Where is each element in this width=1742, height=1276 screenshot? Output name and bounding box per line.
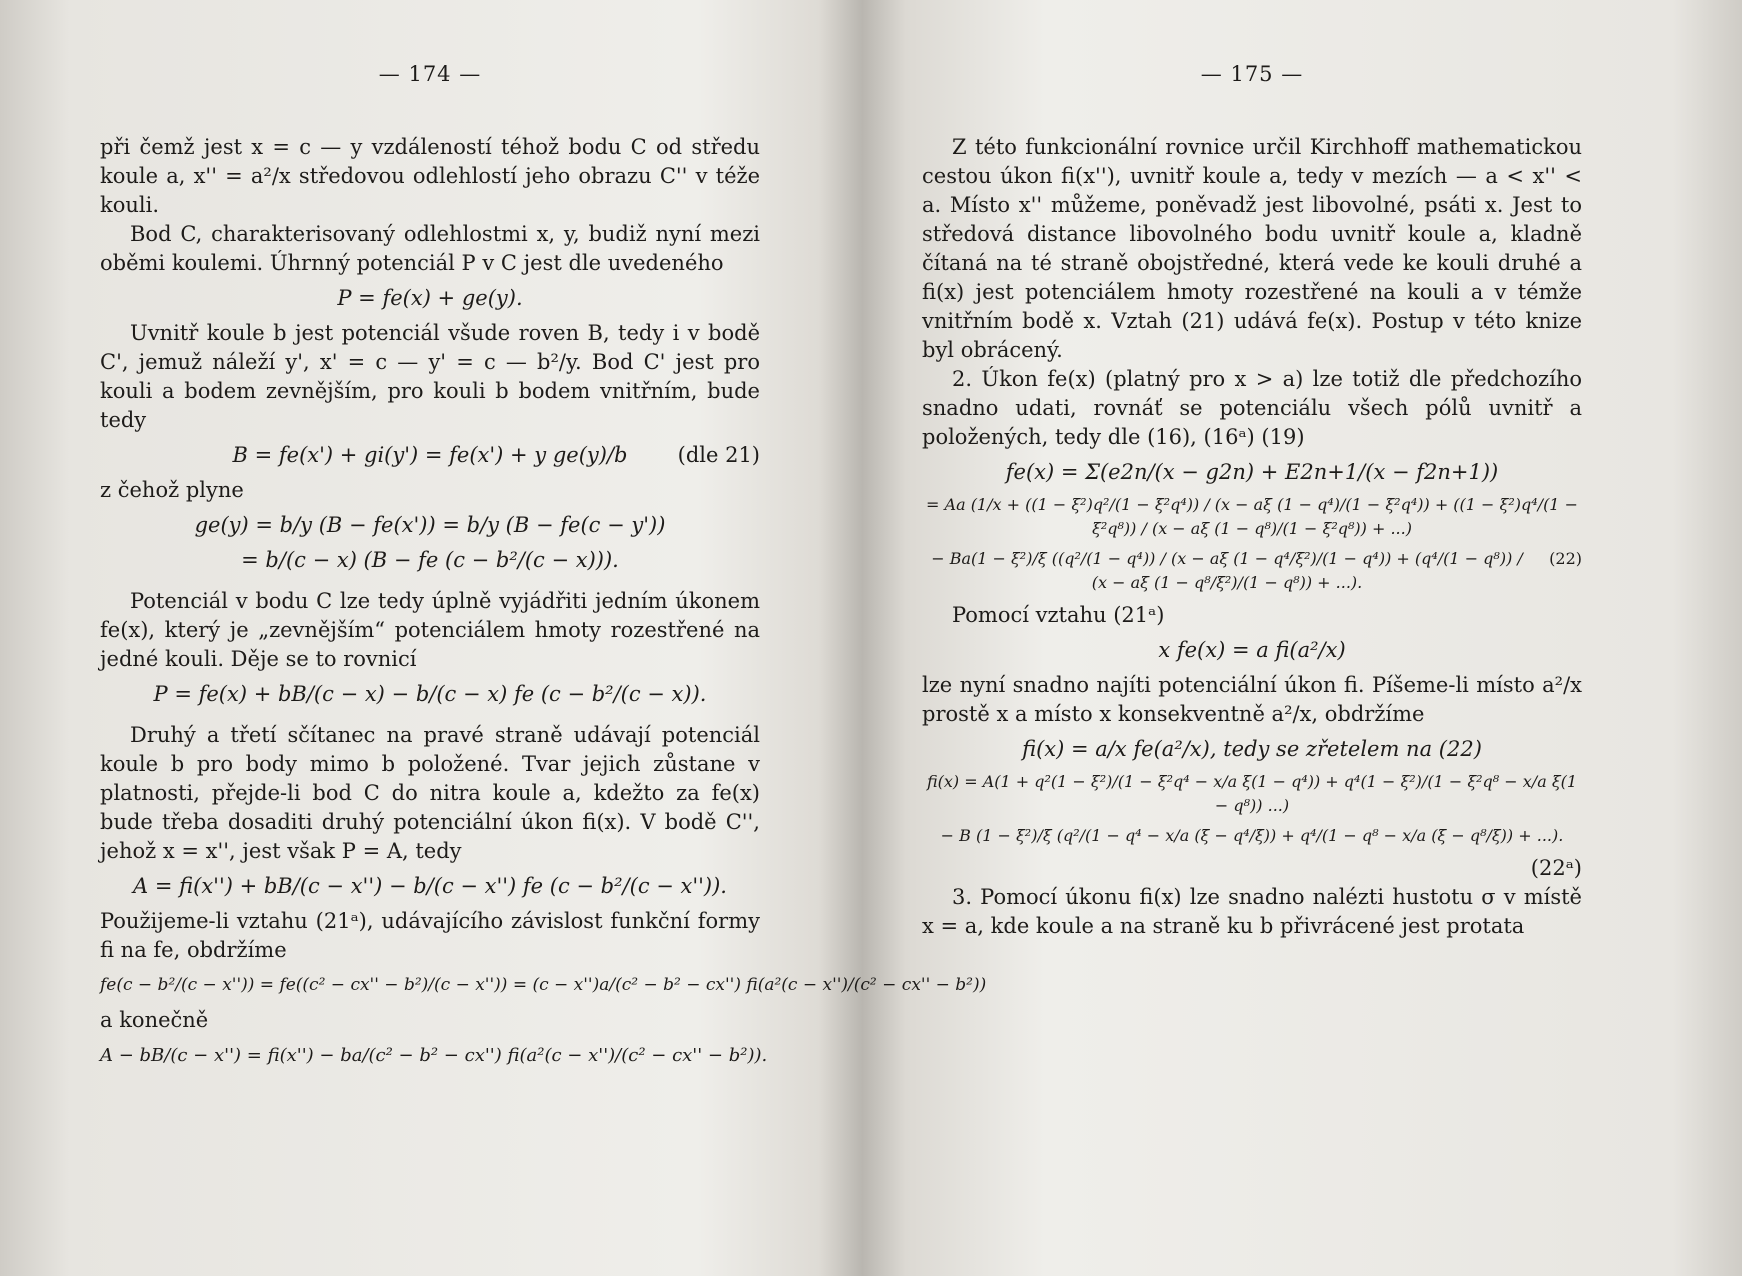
equation [100, 441, 760, 470]
equation: fe(x) = Σ(e2n/(x − g2n) + E2n+1/(x − f2n+1)) [1005, 460, 1499, 484]
paragraph: a konečně [100, 1008, 209, 1032]
paragraph: Pomocí vztahu (21ᵃ) [952, 603, 1165, 627]
equation: fi(x) = A(1 + q²(1 − ξ²)/(1 − ξ²q⁴ − x/a ξ(1 − q⁴)) + q⁴(1 − ξ²)/(1 − ξ²q⁸ − x/a ξ(1 − q⁸)) ...) [926, 772, 1578, 815]
paragraph: Z této funkcionální rovnice určil Kirchhoff mathematickou cestou úkon fi(x''), uvnitř koule a, tedy v mezích — a < x'' < a. Místo x'' můžeme, poněvadž jest libovolné, psáti x. Jest to středová distance libovolného bodu uvnitř koule a, kladně čítaná na té straně obojstředné, která vede ke kouli druhé a fi(x) jest potenciálem hmoty rozestřené na kouli a v témže vnitřním bodě x. Vztah (21) udává fe(x). Postup v této knize byl obrácený. [922, 135, 1582, 362]
equation-number: (22) [1549, 549, 1582, 568]
paragraph: z čehož plyne [100, 478, 244, 502]
equation: P = fe(x) + bB/(c − x) − b/(c − x) fe (c − b²/(c − x)). [153, 682, 707, 706]
equation: A = fi(x'') + bB/(c − x'') − b/(c − x'') fe (c − b²/(c − x'')). [133, 874, 727, 898]
paragraph: 3. Pomocí úkonu fi(x) lze snadno nalézti hustotu σ v místě x = a, kde koule a na straně ku b přivrácené jest protata [922, 885, 1582, 938]
equation: = b/(c − x) (B − fe (c − b²/(c − x))). [241, 548, 619, 572]
paragraph: lze nyní snadno najíti potenciální úkon fi. Píšeme-li místo a²/x prostě x a místo x konsekventně a²/x, obdržíme [922, 673, 1582, 726]
page-number: — 174 — [378, 62, 482, 86]
equation: fi(x) = a/x fe(a²/x), tedy se zřetelem na (22) [1022, 737, 1482, 761]
equation-number: (22ᵃ) [1530, 856, 1582, 880]
paragraph: 2. Úkon fe(x) (platný pro x > a) lze totiž dle předchozího snadno udati, rovnáť se potenciálu všech pólů uvnitř a položených, tedy dle (16), (16ᵃ) (19) [922, 367, 1582, 449]
equation: x fe(x) = a fi(a²/x) [1158, 638, 1346, 662]
left-page [100, 60, 987, 1076]
equation: P = fe(x) + ge(y). [337, 286, 523, 310]
page-number: — 175 — [1200, 62, 1304, 86]
equation-body: − Ba(1 − ξ²)/ξ ((q²/(1 − q⁴)) / (x − aξ (1 − q⁴/ξ²)/(1 − q⁴)) + (q⁴/(1 − q⁸)) / (x − aξ (1 − q⁸/ξ²)/(1 − q⁸)) + ...). [931, 549, 1523, 592]
equation-body: B = fe(x') + gi(y') = fe(x') + y ge(y)/b [232, 443, 628, 467]
right-page [922, 60, 1582, 941]
paragraph: Potenciál v bodu C lze tedy úplně vyjádřiti jedním úkonem fe(x), který je „zevnějším“ potenciálem hmoty rozestřené na jedné kouli. Děje se to rovnicí [100, 589, 760, 671]
equation: fe(c − b²/(c − x'')) = fe((c² − cx'' − b²)/(c − x'')) = (c − x'')a/(c² − b² − cx'') fi(a²(c − x'')/(c² − cx'' − b²)) [100, 975, 987, 995]
paragraph: Uvnitř koule b jest potenciál všude roven B, tedy i v bodě C', jemuž náleží y', x' = c — y' = c — b²/y. Bod C' jest pro kouli a bodem zevnějším, pro kouli b bodem vnitřním, bude tedy [100, 321, 760, 432]
equation: A − bB/(c − x'') = fi(x'') − ba/(c² − b² − cx'') fi(a²(c − x'')/(c² − cx'' − b²)). [100, 1045, 768, 1066]
paragraph: při čemž jest x = c — y vzdáleností téhož bodu C od středu koule a, x'' = a²/x středovou odlehlostí jeho obrazu C'' v téže kouli. [100, 135, 760, 217]
equation: ge(y) = b/y (B − fe(x')) = b/y (B − fe(c − y')) [194, 513, 666, 537]
paragraph: Druhý a třetí sčítanec na pravé straně udávají potenciál koule b pro body mimo b položené. Tvar jejich zůstane v platnosti, přejde-li bod C do nitra koule a, kdežto za fe(x) bude třeba dosaditi druhý potenciální úkon fi(x). V bodě C'', jehož x = x'', jest však P = A, tedy [100, 723, 760, 863]
paragraph: Bod C, charakterisovaný odlehlostmi x, y, budiž nyní mezi oběmi koulemi. Úhrnný potenciál P v C jest dle uvedeného [100, 222, 760, 275]
equation: = Aa (1/x + ((1 − ξ²)q²/(1 − ξ²q⁴)) / (x − aξ (1 − q⁴)/(1 − ξ²q⁴)) + ((1 − ξ²)q⁴/(1 − ξ²q⁸)) / (x − aξ (1 − q⁸)/(1 − ξ²q⁸)) + ...) [926, 495, 1578, 538]
paragraph: Použijeme-li vztahu (21ᵃ), udávajícího závislost funkční formy fi na fe, obdržíme [100, 909, 760, 962]
equation: − B (1 − ξ²)/ξ (q²/(1 − q⁴ − x/a (ξ − q⁴/ξ)) + q⁴/(1 − q⁸ − x/a (ξ − q⁸/ξ)) + ...). [940, 826, 1564, 845]
equation [922, 547, 1582, 595]
equation-number: (dle 21) [677, 443, 760, 467]
